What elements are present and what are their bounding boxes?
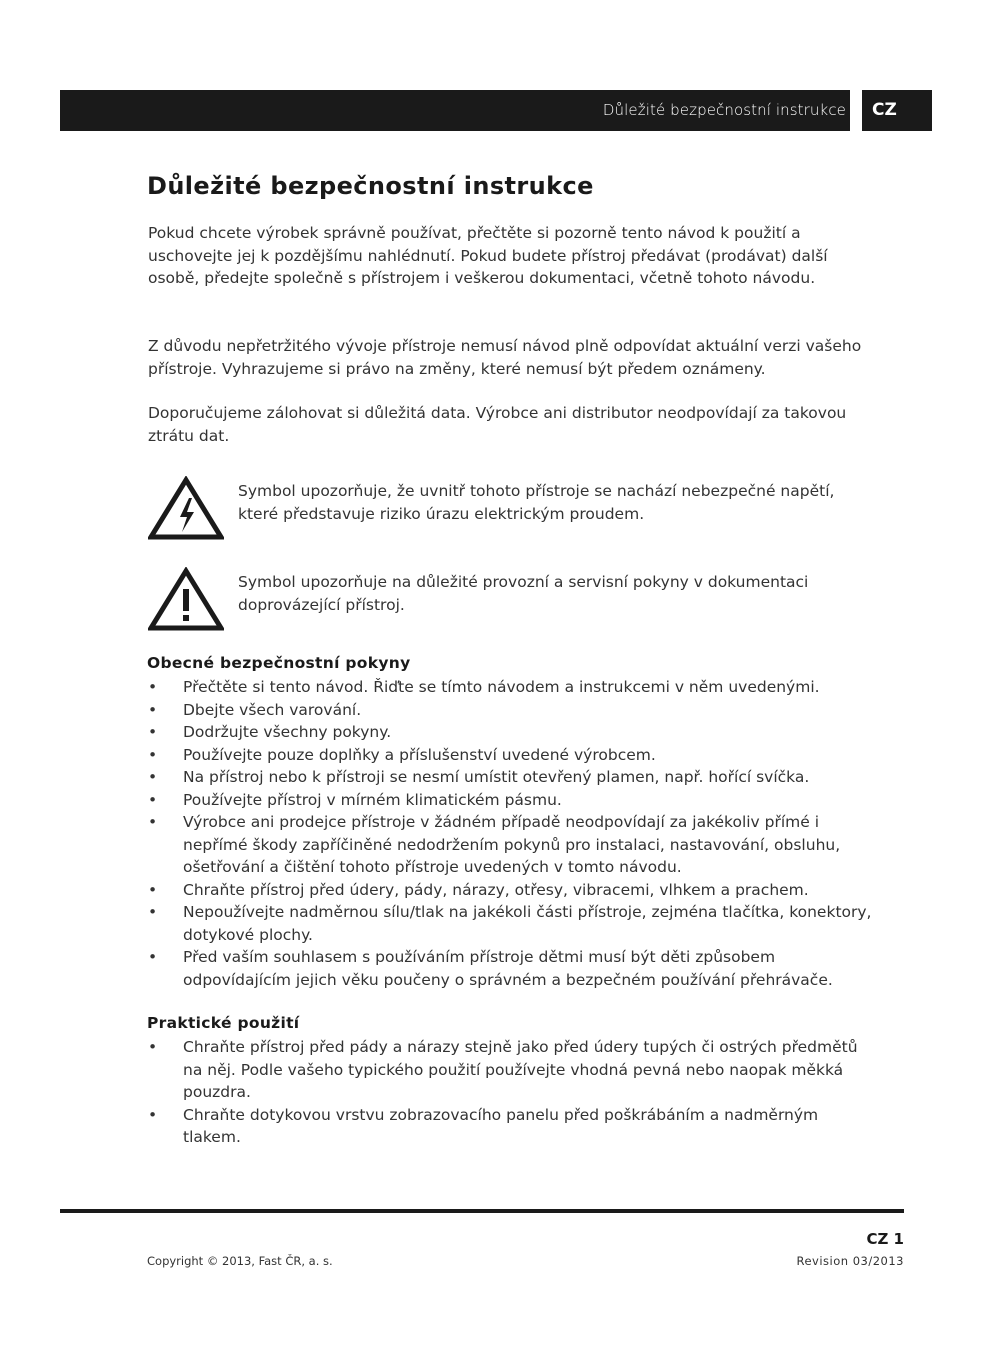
general-safety-heading: Obecné bezpečnostní pokyny	[147, 654, 411, 672]
intro-paragraph-3: Doporučujeme zálohovat si důležitá data. Výrobce ani distributor neodpovídají za takovou ztrátu dat.	[148, 404, 847, 445]
list-item: • Dodržujte všechny pokyny.	[148, 721, 878, 744]
copyright: Copyright © 2013, Fast ČR, a. s.	[147, 1254, 333, 1268]
list-item: • Chraňte dotykovou vrstvu zobrazovacího panelu před poškrábáním a nadměrným tlakem.	[148, 1104, 878, 1149]
list-item: • Používejte pouze doplňky a příslušenství uvedené výrobcem.	[148, 744, 878, 767]
warning-exclamation-text: Symbol upozorňuje na důležité provozní a servisní pokyny v dokumentaci doprovázející přístroj.	[238, 573, 809, 614]
intro-paragraph-2: Z důvodu nepřetržitého vývoje přístroje nemusí návod plně odpovídat aktuální verzi vašeho přístroje. Vyhrazujeme si právo na změny, které nemusí být předem oznámeny.	[148, 337, 862, 378]
revision: Revision 03/2013	[796, 1254, 904, 1268]
practical-use-heading: Praktické použití	[147, 1014, 300, 1032]
warning-exclamation	[148, 567, 868, 637]
list-item: • Na přístroj nebo k přístroji se nesmí umístit otevřený plamen, např. hořící svíčka.	[148, 766, 878, 789]
list-item: • Výrobce ani prodejce přístroje v žádném případě neodpovídají za jakékoliv přímé i nepřímé škody zapříčiněné nedodržením pokynů pro instalaci, nastavování, obsluhu, ošetřování a čištění tohoto přístroje uvedených v tomto návodu.	[148, 811, 878, 879]
intro-paragraph-1: Pokud chcete výrobek správně používat, přečtěte si pozorně tento návod k použití a uschovejte jej k pozdějšímu nahlédnutí. Pokud budete přístroj předávat (prodávat) další osobě, předejte společně s přístrojem i veškerou dokumentaci, včetně tohoto návodu.	[148, 224, 828, 288]
header-language-badge: CZ	[862, 90, 932, 131]
practical-use-list	[148, 1036, 878, 1149]
page-title: Důležité bezpečnostní instrukce	[147, 172, 594, 200]
list-item: • Před vaším souhlasem s používáním přístroje dětmi musí být děti způsobem odpovídajícím jejich věku poučeny o správném a bezpečném používání přehrávače.	[148, 946, 878, 991]
list-item: • Používejte přístroj v mírném klimatickém pásmu.	[148, 789, 878, 812]
electric-shock-warning-icon	[148, 476, 224, 540]
list-item: • Chraňte přístroj před údery, pády, nárazy, otřesy, vibracemi, vlhkem a prachem.	[148, 879, 878, 902]
warning-electric	[148, 476, 868, 546]
warning-electric-text: Symbol upozorňuje, že uvnitř tohoto přístroje se nachází nebezpečné napětí, které představuje riziko úrazu elektrickým proudem.	[238, 482, 835, 523]
footer-divider	[60, 1209, 904, 1213]
header-title: Důležité bezpečnostní instrukce	[602, 101, 846, 119]
general-safety-list	[148, 676, 878, 991]
list-item: • Přečtěte si tento návod. Řiďte se tímto návodem a instrukcemi v něm uvedenými.	[148, 676, 878, 699]
page-number: CZ 1	[866, 1230, 904, 1248]
list-item: • Chraňte přístroj před pády a nárazy stejně jako před údery tupých či ostrých předmětů na něj. Podle vašeho typického použití používejte vhodná pevná nebo naopak měkká pouzdra.	[148, 1036, 878, 1104]
list-item: • Dbejte všech varování.	[148, 699, 878, 722]
list-item: • Nepoužívejte nadměrnou sílu/tlak na jakékoli části přístroje, zejména tlačítka, konektory, dotykové plochy.	[148, 901, 878, 946]
exclamation-warning-icon	[148, 567, 224, 631]
